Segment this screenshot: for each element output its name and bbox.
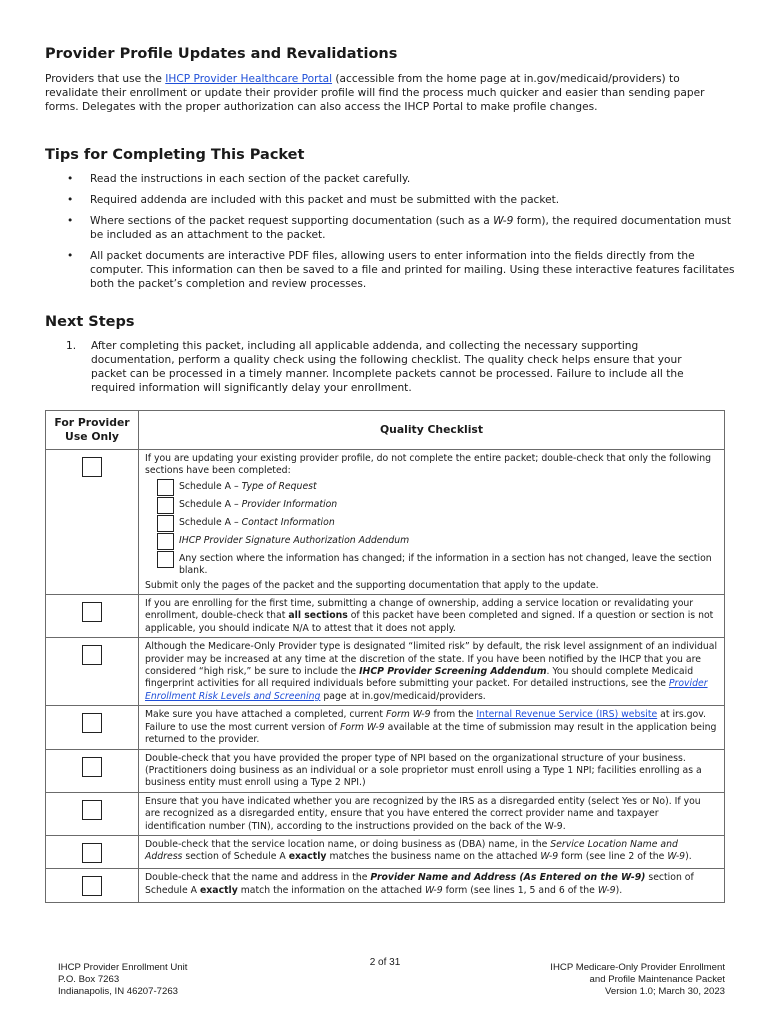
col-header-quality-checklist: Quality Checklist <box>139 411 725 450</box>
sub-text-italic: IHCP Provider Signature Authorization Addendum <box>179 534 410 546</box>
sub-text-italic: Contact Information <box>241 516 335 528</box>
item-text: Double-check that the service location name, or doing business as (DBA) name, in the <box>145 838 551 850</box>
list-item <box>45 249 735 291</box>
item-text-italic: Form W-9 <box>385 709 431 721</box>
intro-text: Providers that use the <box>45 73 166 85</box>
checklist-checkbox[interactable] <box>82 713 102 733</box>
checkbox-cell <box>46 450 139 595</box>
item-text-bold-italic: IHCP Provider Screening Addendum <box>359 666 547 678</box>
item-text-italic: W-9 <box>540 851 559 863</box>
list-number: 1. <box>66 340 77 352</box>
checklist-item <box>139 595 725 638</box>
sub-item <box>145 479 718 496</box>
link-text: Provider Enrollment Risk Levels and Screening <box>145 678 708 702</box>
bullet: • <box>67 215 74 227</box>
checklist-item <box>139 869 725 902</box>
item-text: from the <box>430 709 477 721</box>
checklist-checkbox[interactable] <box>82 876 102 896</box>
section-heading-tips: Tips for Completing This Packet <box>45 147 305 163</box>
item-text: Double-check that the name and address in the <box>145 872 371 884</box>
footer-version: Version 1.0; March 30, 2023 <box>605 986 725 997</box>
quality-checklist-table <box>45 410 725 903</box>
sub-item <box>145 497 718 514</box>
table-row <box>46 450 725 595</box>
sub-checkbox[interactable] <box>157 551 174 568</box>
sub-text: Schedule A – <box>179 516 242 528</box>
footer-document-info <box>550 962 725 998</box>
item-text: form (see lines 1, 5 and 6 of the <box>442 884 598 896</box>
item-text-bold: exactly <box>200 884 238 896</box>
item-text: at irs.gov. Failure to use the most current version of <box>145 709 706 733</box>
item-text: page at in.gov/medicaid/providers. <box>320 690 486 702</box>
col-header-provider-use: For Provider Use Only <box>46 411 139 450</box>
item-text-italic: W-9 <box>597 884 616 896</box>
tip-text: form), the required documentation must be included as an attachment to the packet. <box>90 215 732 241</box>
item-text-italic: W-9 <box>667 851 686 863</box>
intro-text-rest: (accessible from the home page at in.gov/medicaid/providers) to revalidate their enrollment or update their provider profile will find the process much quicker and easier than sending paper forms. Delegates with the proper authorization can also access the IHCP Portal to make profile changes. <box>45 73 705 113</box>
tips-list <box>45 172 735 298</box>
checklist-checkbox[interactable] <box>82 457 102 477</box>
tip-text-italic: W-9 <box>493 215 514 227</box>
checkbox-cell <box>46 792 139 835</box>
sub-checkbox[interactable] <box>157 497 174 514</box>
page-number: 2 of 31 <box>369 957 401 968</box>
item-text-bold: all sections <box>288 610 348 622</box>
item-text: form (see line 2 of the <box>558 851 668 863</box>
sub-checkbox[interactable] <box>157 479 174 496</box>
item-text: of this packet have been completed and signed. If a question or section is not applicable, you should indicate N/A to attest that it does not apply. <box>145 610 714 634</box>
checklist-item: Ensure that you have indicated whether you are recognized by the IRS as a disregarded entity (select Yes or No). If you are recognized as a disregarded entity, ensure that you have entered the correct provider name and taxpayer identification number (TIN), according to the instructions provided on the back of the W-9. <box>139 792 725 835</box>
item-text-italic: W-9 <box>424 884 443 896</box>
sub-item <box>145 515 718 532</box>
sub-text-italic: Provider Information <box>241 498 338 510</box>
checklist-item <box>139 835 725 868</box>
intro-paragraph <box>45 72 735 114</box>
table-row <box>46 792 725 835</box>
item-text: If you are updating your existing provider profile, do not complete the entire packet; double-check that only the following sections have been completed: <box>145 453 711 477</box>
section-heading-next-steps: Next Steps <box>45 314 135 330</box>
section-heading-profile-updates: Provider Profile Updates and Revalidations <box>45 46 398 62</box>
item-text-italic: Service Location Name and Address <box>145 838 678 863</box>
sub-item <box>145 533 718 550</box>
checklist-checkbox[interactable] <box>82 757 102 777</box>
sub-item: Any section where the information has changed; if the information in a section has not changed, leave the section blank. <box>145 551 718 578</box>
checklist-checkbox[interactable] <box>82 800 102 820</box>
tip-text: Where sections of the packet request supporting documentation (such as a <box>90 215 494 227</box>
bullet: • <box>67 173 74 185</box>
item-text: Although the Medicare-Only Provider type is designated “limited risk” by default, the risk level assignment of an individual provider may be increased at any time at the discretion of the state. If you have been notified by the IHCP that you are considered “high risk,” be sure to include the <box>145 641 718 678</box>
table-header-row <box>46 411 725 450</box>
item-text: section of Schedule A <box>145 872 694 896</box>
item-text: section of Schedule A <box>182 851 289 863</box>
item-text: ). <box>615 884 623 896</box>
footer-address <box>58 962 187 998</box>
table-row <box>46 749 725 792</box>
bullet: • <box>67 250 74 262</box>
table-row <box>46 706 725 749</box>
footer-city: Indianapolis, IN 46207-7263 <box>58 986 179 997</box>
item-text: Make sure you have attached a completed, current <box>145 709 386 721</box>
list-item <box>45 172 735 186</box>
sub-checkbox[interactable] <box>157 515 174 532</box>
item-text: matches the business name on the attached <box>326 851 541 863</box>
checkbox-cell <box>46 869 139 902</box>
checkbox-cell <box>46 835 139 868</box>
sub-text: Schedule A – <box>179 480 242 492</box>
next-steps-item <box>66 339 716 395</box>
checklist-item <box>139 450 725 595</box>
checkbox-cell <box>46 638 139 706</box>
checklist-checkbox[interactable] <box>82 843 102 863</box>
tip-text: Read the instructions in each section of the packet carefully. <box>90 173 411 185</box>
list-item <box>45 214 735 242</box>
list-item <box>45 193 735 207</box>
tip-text: All packet documents are interactive PDF files, allowing users to enter information into the fields directly from the computer. This information can then be saved to a file and printed for mailing. Using these interactive features facilitates both the packet’s completion and review processes. <box>90 250 735 290</box>
item-text: ). <box>685 851 692 863</box>
next-steps-text: After completing this packet, including all applicable addenda, and collecting the necessary supporting documentation, perform a quality check using the following checklist. The quality check helps ensure that your packet can be processed in a timely manner. Incomplete packets cannot be processed. Failure to include all the required information will significantly delay your enrollment. <box>91 340 684 394</box>
tip-text: Required addenda are included with this packet and must be submitted with the packet. <box>90 194 560 206</box>
item-text: available at the time of submission may result in the application being returned to the provider. <box>145 721 717 746</box>
item-text: If you are enrolling for the first time, submitting a change of ownership, adding a service location or revalidating your enrollment, double-check that <box>145 598 694 622</box>
sub-text: Schedule A – <box>179 498 242 510</box>
item-text: match the information on the attached <box>237 884 425 896</box>
item-text: Submit only the pages of the packet and the supporting documentation that apply to the update. <box>145 579 599 591</box>
footer-po-box: P.O. Box 7263 <box>58 974 120 985</box>
checklist-item <box>139 706 725 749</box>
irs-website-link[interactable]: Internal Revenue Service (IRS) website <box>476 709 658 721</box>
checkbox-cell <box>46 595 139 638</box>
item-text-bold-italic: Provider Name and Address (As Entered on the W-9) <box>370 872 646 884</box>
sub-checkbox[interactable] <box>157 533 174 550</box>
table-row <box>46 869 725 902</box>
table-row <box>46 835 725 868</box>
item-text-bold: exactly <box>288 851 327 863</box>
checklist-checkbox[interactable] <box>82 645 102 665</box>
checklist-item <box>139 638 725 706</box>
table-row <box>46 638 725 706</box>
footer-doc-subtitle: and Profile Maintenance Packet <box>589 974 725 985</box>
sub-text-italic: Type of Request <box>241 480 317 492</box>
checkbox-cell <box>46 749 139 792</box>
item-text-italic: Form W-9 <box>340 721 385 733</box>
footer-doc-title: IHCP Medicare-Only Provider Enrollment <box>550 962 725 973</box>
bullet: • <box>67 194 74 206</box>
checklist-checkbox[interactable] <box>82 602 102 622</box>
checklist-item: Double-check that you have provided the proper type of NPI based on the organizational structure of your business. (Practitioners doing business as an individual or a sole proprietor must enroll using a Type 1 NPI; facilities enrolling as a business entity must enroll using a Type 2 NPI.) <box>139 749 725 792</box>
item-text: . You should complete Medicaid fingerprint activities for all required individuals before submitting your packet. For detailed instructions, see the <box>145 666 694 690</box>
ihcp-portal-link[interactable]: IHCP Provider Healthcare Portal <box>165 73 333 85</box>
footer-org: IHCP Provider Enrollment Unit <box>58 962 188 973</box>
table-row <box>46 595 725 638</box>
checkbox-cell <box>46 706 139 749</box>
